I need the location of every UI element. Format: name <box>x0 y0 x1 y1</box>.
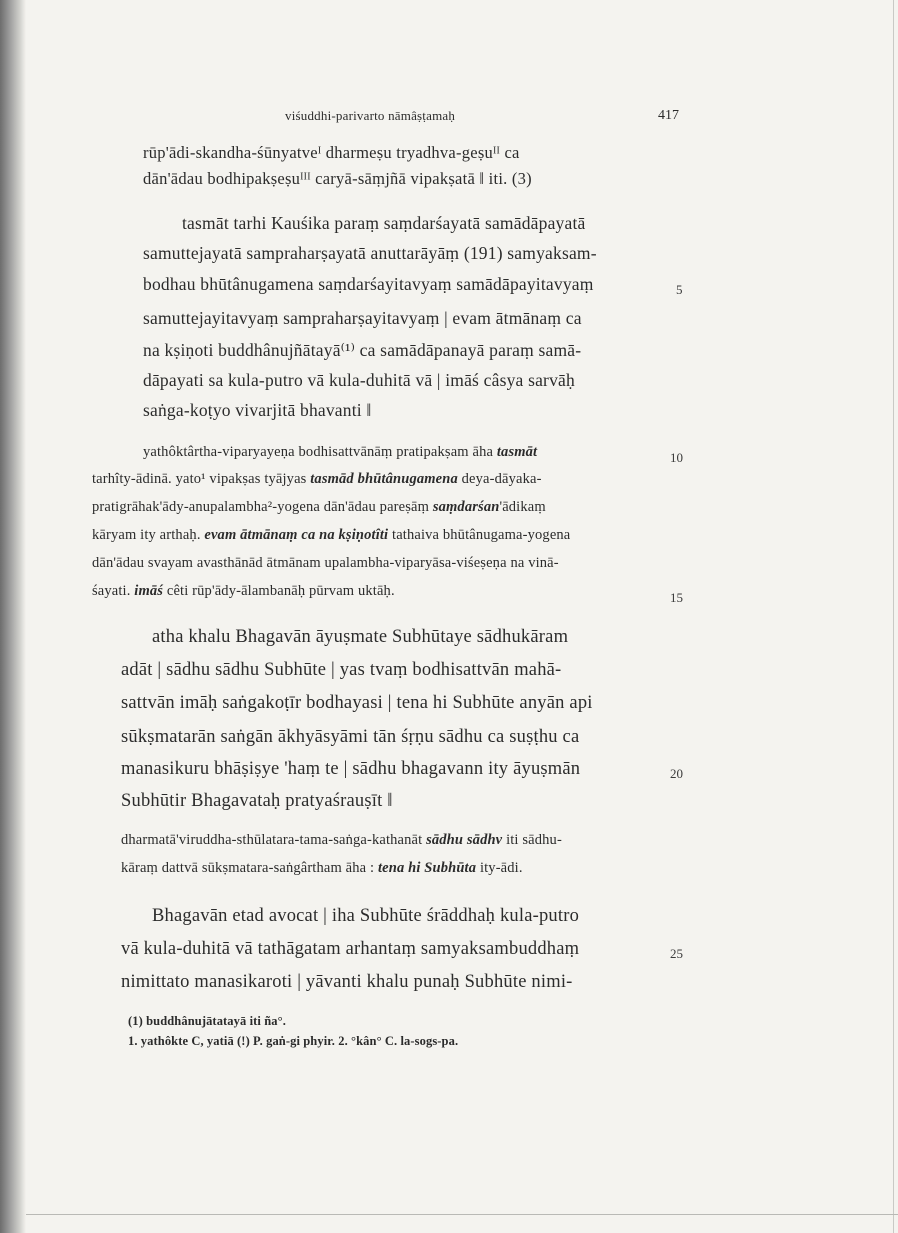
footnote: (1) buddhânujātatayā iti ña°. <box>128 1014 286 1028</box>
commentary-line: kāraṃ dattvā sūkṣmatara-saṅgârtham āha : tena hi Subhūta ity-ādi. <box>121 860 523 876</box>
book-binding-shadow <box>0 0 26 1233</box>
text-line: sūkṣmatarān saṅgān ākhyāsyāmi tān śṛṇu sādhu ca suṣṭhu ca <box>121 727 580 747</box>
line-number: 5 <box>676 282 683 297</box>
line-number: 15 <box>670 590 683 605</box>
text-line: saṅga-koṭyo vivarjitā bhavanti ‖ <box>143 400 372 420</box>
line-number: 25 <box>670 946 683 961</box>
text-line: na kṣiṇoti buddhânujñātayā⁽¹⁾ ca samādāpanayā paraṃ samā- <box>143 340 582 360</box>
commentary-line: kāryam ity arthaḥ. evam ātmānaṃ ca na kṣiṇotîti tathaiva bhūtânugama-yogena <box>92 527 571 543</box>
text-line: samuttejayitavyaṃ sampraharṣayitavyaṃ | evam ātmānaṃ ca <box>143 308 582 328</box>
line-number: 10 <box>670 450 683 465</box>
page-edge <box>893 0 894 1233</box>
italic-term: saṃdarśan <box>432 499 500 515</box>
line-number: 20 <box>670 766 683 781</box>
italic-term: evam ātmānaṃ ca na kṣiṇotîti <box>204 527 389 543</box>
commentary-line: śayati. imāś cêti rūp'ādy-ālambanāḥ pūrvam uktāḥ. <box>92 583 395 599</box>
text-line: samuttejayatā sampraharṣayatā anuttarāyāṃ (191) samyaksam- <box>143 243 597 263</box>
footnote: 1. yathôkte C, yatiā (!) P. gaṅ-gi phyir. 2. °kân° C. la-sogs-pa. <box>128 1034 459 1048</box>
text-line: manasikuru bhāṣiṣye 'haṃ te | sādhu bhagavann ity āyuṣmān <box>121 759 581 779</box>
verse-line: dān'ādau bodhipakṣeṣuᴵᴵᴵ caryā-sāṃjñā vipakṣatā ‖ iti. (3) <box>143 169 532 188</box>
commentary-line: yathôktârtha-viparyayeṇa bodhisattvānāṃ pratipakṣam āha tasmāt <box>143 444 538 460</box>
page-number: 417 <box>658 108 679 123</box>
commentary-line: tarhîty-ādinā. yato¹ vipakṣas tyājyas tasmād bhūtânugamena deya-dāyaka- <box>92 471 542 487</box>
commentary-line: dharmatā'viruddha-sthūlatara-tama-saṅga-kathanāt sādhu sādhv iti sādhu- <box>121 832 562 848</box>
text-line: dāpayati sa kula-putro vā kula-duhitā vā | imāś câsya sarvāḥ <box>143 370 575 390</box>
italic-term: imāś <box>134 583 164 599</box>
running-title: viśuddhi-parivarto nāmâṣṭamaḥ <box>285 108 456 123</box>
commentary-line: dān'ādau svayam avasthānād ātmānam upalambha-viparyāsa-viśeṣeṇa na vinā- <box>92 555 559 571</box>
text-line: vā kula-duhitā vā tathāgatam arhantaṃ samyaksambuddhaṃ <box>121 939 580 959</box>
verse-line: rūp'ādi-skandha-śūnyatveᴵ dharmeṣu tryadhva-geṣuᴵᴵ ca <box>143 143 520 162</box>
commentary-line: pratigrāhak'ādy-anupalambha²-yogena dān'ādau pareṣāṃ saṃdarśan'ādikaṃ <box>92 499 546 515</box>
page-edge <box>26 1214 898 1215</box>
text-line: bodhau bhūtânugamena saṃdarśayitavyaṃ samādāpayitavyaṃ <box>143 274 594 294</box>
text-line: Subhūtir Bhagavataḥ pratyaśrauṣīt ‖ <box>121 791 393 811</box>
text-line: adāt | sādhu sādhu Subhūte | yas tvaṃ bodhisattvān mahā- <box>121 660 562 680</box>
italic-term: tasmād bhūtânugamena <box>310 471 458 487</box>
italic-term: tena hi Subhūta <box>377 860 477 876</box>
text-line: tasmāt tarhi Kauśika paraṃ saṃdarśayatā samādāpayatā <box>182 213 586 233</box>
italic-term: sādhu sādhv <box>426 832 503 848</box>
text-line: sattvān imāḥ saṅgakoṭīr bodhayasi | tena hi Subhūte anyān api <box>121 693 593 713</box>
text-line: atha khalu Bhagavān āyuṣmate Subhūtaye sādhukāram <box>152 627 569 647</box>
text-line: Bhagavān etad avocat | iha Subhūte śrāddhaḥ kula-putro <box>152 906 580 926</box>
italic-term: tasmāt <box>496 444 538 460</box>
text-line: nimittato manasikaroti | yāvanti khalu punaḥ Subhūte nimi- <box>121 972 573 992</box>
